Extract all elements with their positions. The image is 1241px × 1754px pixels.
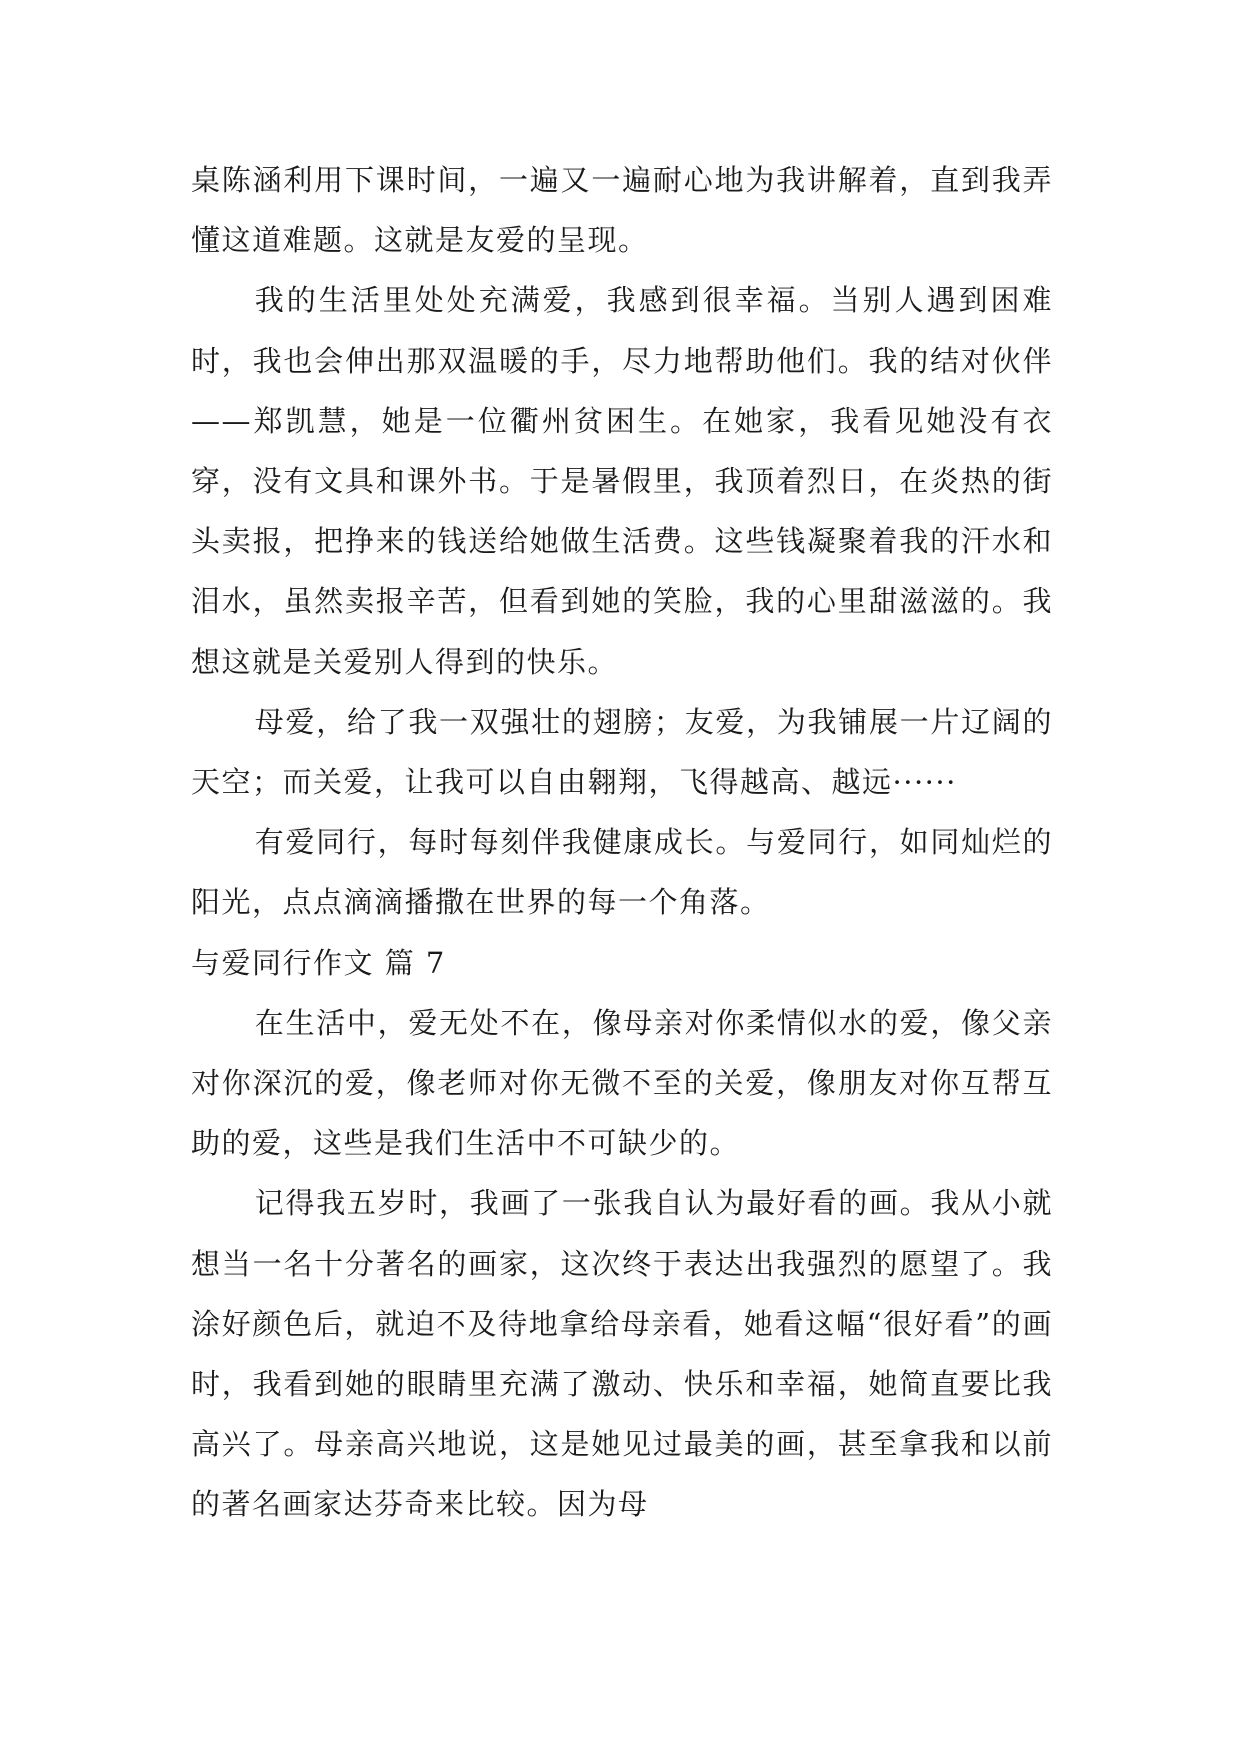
document-body (191, 150, 1053, 1535)
section-heading: 与爱同行作文 篇 7 (191, 945, 446, 980)
paragraph-4: 有爱同行，每时每刻伴我健康成长。与爱同行，如同灿烂的阳光，点点滴滴播撒在世界的每一个角落。 (191, 825, 1053, 920)
paragraph-2: 我的生活里处处充满爱，我感到很幸福。当别人遇到困难时，我也会伸出那双温暖的手，尽力地帮助他们。我的结对伙伴——郑凯慧，她是一位衢州贫困生。在她家，我看见她没有衣穿，没有文具和课外书。于是暑假里，我顶着烈日，在炎热的街头卖报，把挣来的钱送给她做生活费。这些钱凝聚着我的汗水和泪水，虽然卖报辛苦，但看到她的笑脸，我的心里甜滋滋的。我想这就是关爱别人得到的快乐。 (191, 283, 1053, 679)
paragraph-1: 桌陈涵利用下课时间，一遍又一遍耐心地为我讲解着，直到我弄懂这道难题。这就是友爱的呈现。 (191, 163, 1053, 258)
paragraph-5: 在生活中，爱无处不在，像母亲对你柔情似水的爱，像父亲对你深沉的爱，像老师对你无微不至的关爱，像朋友对你互帮互助的爱，这些是我们生活中不可缺少的。 (191, 1005, 1053, 1161)
paragraph-6: 记得我五岁时，我画了一张我自认为最好看的画。我从小就想当一名十分著名的画家，这次终于表达出我强烈的愿望了。我涂好颜色后，就迫不及待地拿给母亲看，她看这幅“很好看”的画时，我看到她的眼睛里充满了激动、快乐和幸福，她简直要比我高兴了。母亲高兴地说，这是她见过最美的画，甚至拿我和以前的著名画家达芬奇来比较。因为母 (191, 1186, 1053, 1522)
paragraph-3: 母爱，给了我一双强壮的翅膀；友爱，为我铺展一片辽阔的天空；而关爱，让我可以自由翱翔，飞得越高、越远······ (191, 704, 1053, 800)
